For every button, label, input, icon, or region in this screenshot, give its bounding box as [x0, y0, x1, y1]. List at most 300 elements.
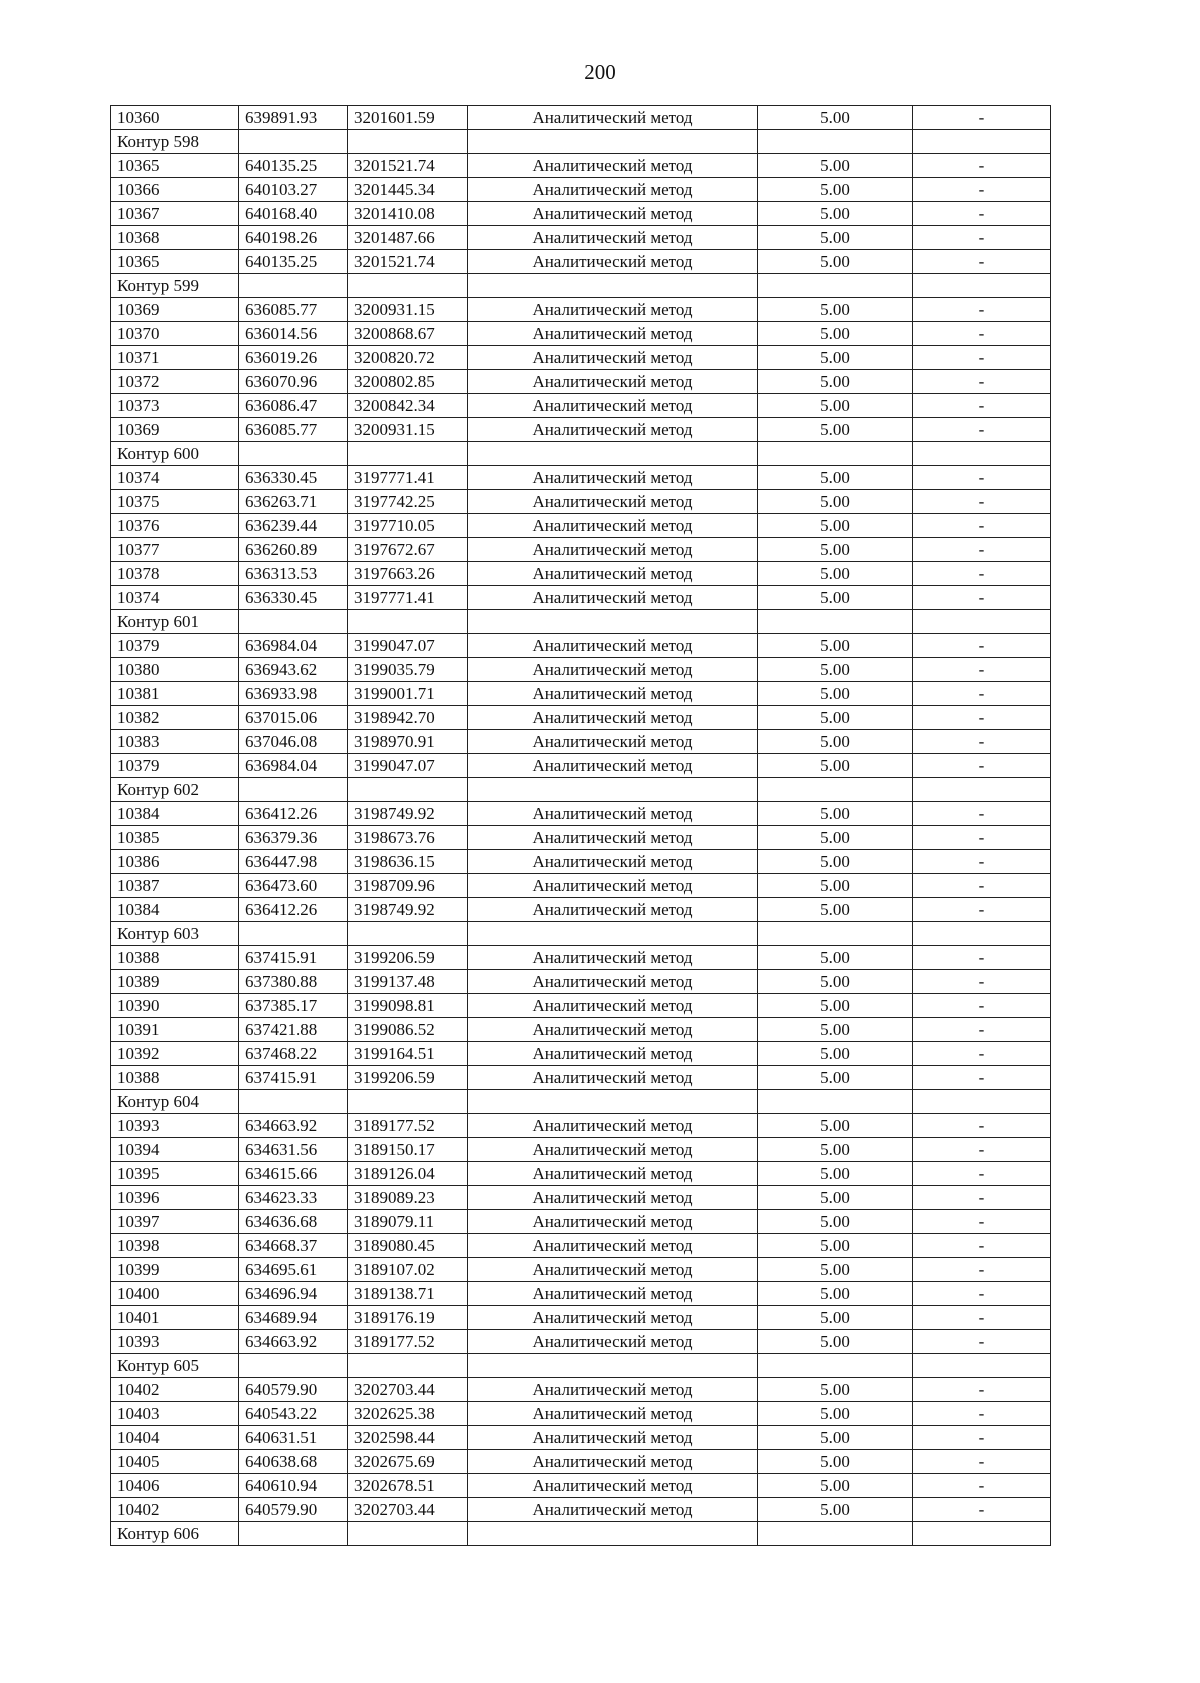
accuracy-cell: 5.00 — [758, 250, 913, 274]
empty-cell — [758, 778, 913, 802]
empty-cell — [348, 1090, 468, 1114]
table-row — [111, 1498, 1051, 1522]
accuracy-cell: 5.00 — [758, 1450, 913, 1474]
accuracy-cell: 5.00 — [758, 538, 913, 562]
method-cell: Аналитический метод — [468, 1066, 758, 1090]
accuracy-cell: 5.00 — [758, 418, 913, 442]
empty-cell — [239, 778, 348, 802]
y-coordinate-cell: 3202703.44 — [348, 1378, 468, 1402]
empty-cell — [758, 1522, 913, 1546]
note-cell: - — [913, 1402, 1051, 1426]
note-cell: - — [913, 1426, 1051, 1450]
y-coordinate-cell: 3198749.92 — [348, 898, 468, 922]
method-cell: Аналитический метод — [468, 1402, 758, 1426]
y-coordinate-cell: 3200931.15 — [348, 418, 468, 442]
table-row — [111, 226, 1051, 250]
empty-cell — [348, 442, 468, 466]
empty-cell — [239, 922, 348, 946]
y-coordinate-cell: 3189138.71 — [348, 1282, 468, 1306]
accuracy-cell: 5.00 — [758, 1186, 913, 1210]
x-coordinate-cell: 634689.94 — [239, 1306, 348, 1330]
accuracy-cell: 5.00 — [758, 1402, 913, 1426]
point-number-cell: 10367 — [111, 202, 239, 226]
point-number-cell: 10365 — [111, 250, 239, 274]
table-row — [111, 298, 1051, 322]
table-row — [111, 1378, 1051, 1402]
method-cell: Аналитический метод — [468, 1306, 758, 1330]
note-cell: - — [913, 490, 1051, 514]
accuracy-cell: 5.00 — [758, 682, 913, 706]
x-coordinate-cell: 637468.22 — [239, 1042, 348, 1066]
point-number-cell: 10370 — [111, 322, 239, 346]
note-cell: - — [913, 1498, 1051, 1522]
y-coordinate-cell: 3199047.07 — [348, 754, 468, 778]
table-row — [111, 706, 1051, 730]
table-row — [111, 754, 1051, 778]
empty-cell — [913, 130, 1051, 154]
y-coordinate-cell: 3189080.45 — [348, 1234, 468, 1258]
method-cell: Аналитический метод — [468, 946, 758, 970]
empty-cell — [758, 1354, 913, 1378]
method-cell: Аналитический метод — [468, 1042, 758, 1066]
method-cell: Аналитический метод — [468, 1186, 758, 1210]
table-row — [111, 178, 1051, 202]
method-cell: Аналитический метод — [468, 538, 758, 562]
x-coordinate-cell: 636984.04 — [239, 754, 348, 778]
x-coordinate-cell: 634696.94 — [239, 1282, 348, 1306]
note-cell: - — [913, 1450, 1051, 1474]
y-coordinate-cell: 3199001.71 — [348, 682, 468, 706]
accuracy-cell: 5.00 — [758, 322, 913, 346]
note-cell: - — [913, 538, 1051, 562]
x-coordinate-cell: 634631.56 — [239, 1138, 348, 1162]
accuracy-cell: 5.00 — [758, 154, 913, 178]
method-cell: Аналитический метод — [468, 154, 758, 178]
table-row — [111, 1234, 1051, 1258]
accuracy-cell: 5.00 — [758, 586, 913, 610]
point-number-cell: 10400 — [111, 1282, 239, 1306]
table-row — [111, 1258, 1051, 1282]
accuracy-cell: 5.00 — [758, 826, 913, 850]
contour-label: Контур 605 — [111, 1354, 239, 1378]
x-coordinate-cell: 640103.27 — [239, 178, 348, 202]
method-cell: Аналитический метод — [468, 1210, 758, 1234]
x-coordinate-cell: 636412.26 — [239, 898, 348, 922]
point-number-cell: 10369 — [111, 418, 239, 442]
point-number-cell: 10397 — [111, 1210, 239, 1234]
table-row — [111, 1114, 1051, 1138]
y-coordinate-cell: 3200868.67 — [348, 322, 468, 346]
method-cell: Аналитический метод — [468, 1138, 758, 1162]
accuracy-cell: 5.00 — [758, 370, 913, 394]
empty-cell — [758, 130, 913, 154]
table-row — [111, 1282, 1051, 1306]
empty-cell — [468, 274, 758, 298]
contour-label: Контур 603 — [111, 922, 239, 946]
table-row — [111, 994, 1051, 1018]
empty-cell — [913, 778, 1051, 802]
x-coordinate-cell: 636086.47 — [239, 394, 348, 418]
y-coordinate-cell: 3189177.52 — [348, 1114, 468, 1138]
empty-cell — [913, 922, 1051, 946]
empty-cell — [348, 1354, 468, 1378]
empty-cell — [913, 1090, 1051, 1114]
empty-cell — [239, 274, 348, 298]
contour-header-row — [111, 610, 1051, 634]
empty-cell — [758, 442, 913, 466]
y-coordinate-cell: 3189150.17 — [348, 1138, 468, 1162]
y-coordinate-cell: 3201521.74 — [348, 250, 468, 274]
note-cell: - — [913, 658, 1051, 682]
y-coordinate-cell: 3202703.44 — [348, 1498, 468, 1522]
table-row — [111, 538, 1051, 562]
x-coordinate-cell: 636260.89 — [239, 538, 348, 562]
empty-cell — [913, 1354, 1051, 1378]
note-cell: - — [913, 706, 1051, 730]
accuracy-cell: 5.00 — [758, 178, 913, 202]
y-coordinate-cell: 3200842.34 — [348, 394, 468, 418]
y-coordinate-cell: 3199164.51 — [348, 1042, 468, 1066]
note-cell: - — [913, 346, 1051, 370]
table-row — [111, 394, 1051, 418]
table-row — [111, 250, 1051, 274]
coordinates-table-body — [111, 106, 1051, 1546]
point-number-cell: 10398 — [111, 1234, 239, 1258]
note-cell: - — [913, 754, 1051, 778]
table-row — [111, 106, 1051, 130]
point-number-cell: 10373 — [111, 394, 239, 418]
point-number-cell: 10390 — [111, 994, 239, 1018]
method-cell: Аналитический метод — [468, 1234, 758, 1258]
y-coordinate-cell: 3198942.70 — [348, 706, 468, 730]
x-coordinate-cell: 636379.36 — [239, 826, 348, 850]
x-coordinate-cell: 636239.44 — [239, 514, 348, 538]
accuracy-cell: 5.00 — [758, 1306, 913, 1330]
contour-header-row — [111, 130, 1051, 154]
x-coordinate-cell: 640543.22 — [239, 1402, 348, 1426]
accuracy-cell: 5.00 — [758, 1258, 913, 1282]
accuracy-cell: 5.00 — [758, 298, 913, 322]
contour-header-row — [111, 778, 1051, 802]
page-number: 200 — [584, 60, 616, 84]
point-number-cell: 10382 — [111, 706, 239, 730]
x-coordinate-cell: 636943.62 — [239, 658, 348, 682]
y-coordinate-cell: 3202598.44 — [348, 1426, 468, 1450]
contour-header-row — [111, 442, 1051, 466]
point-number-cell: 10388 — [111, 1066, 239, 1090]
y-coordinate-cell: 3200820.72 — [348, 346, 468, 370]
note-cell: - — [913, 826, 1051, 850]
x-coordinate-cell: 636085.77 — [239, 298, 348, 322]
table-row — [111, 346, 1051, 370]
empty-cell — [239, 610, 348, 634]
method-cell: Аналитический метод — [468, 1114, 758, 1138]
point-number-cell: 10372 — [111, 370, 239, 394]
accuracy-cell: 5.00 — [758, 898, 913, 922]
method-cell: Аналитический метод — [468, 634, 758, 658]
note-cell: - — [913, 562, 1051, 586]
note-cell: - — [913, 874, 1051, 898]
y-coordinate-cell: 3189079.11 — [348, 1210, 468, 1234]
accuracy-cell: 5.00 — [758, 994, 913, 1018]
accuracy-cell: 5.00 — [758, 1042, 913, 1066]
table-row — [111, 874, 1051, 898]
x-coordinate-cell: 634623.33 — [239, 1186, 348, 1210]
empty-cell — [239, 1522, 348, 1546]
table-row — [111, 1426, 1051, 1450]
contour-header-row — [111, 1522, 1051, 1546]
point-number-cell: 10366 — [111, 178, 239, 202]
y-coordinate-cell: 3200931.15 — [348, 298, 468, 322]
x-coordinate-cell: 637415.91 — [239, 946, 348, 970]
note-cell: - — [913, 898, 1051, 922]
point-number-cell: 10379 — [111, 754, 239, 778]
method-cell: Аналитический метод — [468, 850, 758, 874]
x-coordinate-cell: 640638.68 — [239, 1450, 348, 1474]
table-row — [111, 898, 1051, 922]
x-coordinate-cell: 637415.91 — [239, 1066, 348, 1090]
table-row — [111, 154, 1051, 178]
table-row — [111, 1330, 1051, 1354]
note-cell: - — [913, 1282, 1051, 1306]
y-coordinate-cell: 3189107.02 — [348, 1258, 468, 1282]
accuracy-cell: 5.00 — [758, 850, 913, 874]
note-cell: - — [913, 250, 1051, 274]
note-cell: - — [913, 1234, 1051, 1258]
accuracy-cell: 5.00 — [758, 634, 913, 658]
note-cell: - — [913, 1138, 1051, 1162]
note-cell: - — [913, 1042, 1051, 1066]
method-cell: Аналитический метод — [468, 1378, 758, 1402]
y-coordinate-cell: 3197742.25 — [348, 490, 468, 514]
point-number-cell: 10406 — [111, 1474, 239, 1498]
method-cell: Аналитический метод — [468, 250, 758, 274]
x-coordinate-cell: 636019.26 — [239, 346, 348, 370]
table-row — [111, 970, 1051, 994]
empty-cell — [468, 1354, 758, 1378]
point-number-cell: 10374 — [111, 466, 239, 490]
method-cell: Аналитический метод — [468, 178, 758, 202]
y-coordinate-cell: 3201521.74 — [348, 154, 468, 178]
empty-cell — [239, 1090, 348, 1114]
table-row — [111, 490, 1051, 514]
point-number-cell: 10403 — [111, 1402, 239, 1426]
point-number-cell: 10388 — [111, 946, 239, 970]
empty-cell — [913, 610, 1051, 634]
note-cell: - — [913, 322, 1051, 346]
table-row — [111, 826, 1051, 850]
accuracy-cell: 5.00 — [758, 1474, 913, 1498]
table-row — [111, 658, 1051, 682]
method-cell: Аналитический метод — [468, 874, 758, 898]
y-coordinate-cell: 3199098.81 — [348, 994, 468, 1018]
y-coordinate-cell: 3197663.26 — [348, 562, 468, 586]
note-cell: - — [913, 298, 1051, 322]
note-cell: - — [913, 466, 1051, 490]
point-number-cell: 10395 — [111, 1162, 239, 1186]
y-coordinate-cell: 3197710.05 — [348, 514, 468, 538]
empty-cell — [468, 610, 758, 634]
empty-cell — [239, 130, 348, 154]
x-coordinate-cell: 636412.26 — [239, 802, 348, 826]
empty-cell — [468, 922, 758, 946]
contour-header-row — [111, 274, 1051, 298]
x-coordinate-cell: 637385.17 — [239, 994, 348, 1018]
contour-header-row — [111, 1354, 1051, 1378]
table-row — [111, 946, 1051, 970]
method-cell: Аналитический метод — [468, 802, 758, 826]
table-row — [111, 586, 1051, 610]
table-row — [111, 1474, 1051, 1498]
accuracy-cell: 5.00 — [758, 466, 913, 490]
table-row — [111, 1042, 1051, 1066]
accuracy-cell: 5.00 — [758, 202, 913, 226]
point-number-cell: 10399 — [111, 1258, 239, 1282]
x-coordinate-cell: 639891.93 — [239, 106, 348, 130]
empty-cell — [348, 610, 468, 634]
y-coordinate-cell: 3189126.04 — [348, 1162, 468, 1186]
method-cell: Аналитический метод — [468, 994, 758, 1018]
accuracy-cell: 5.00 — [758, 1234, 913, 1258]
method-cell: Аналитический метод — [468, 106, 758, 130]
point-number-cell: 10402 — [111, 1378, 239, 1402]
accuracy-cell: 5.00 — [758, 1114, 913, 1138]
note-cell: - — [913, 634, 1051, 658]
x-coordinate-cell: 636313.53 — [239, 562, 348, 586]
note-cell: - — [913, 394, 1051, 418]
note-cell: - — [913, 1186, 1051, 1210]
y-coordinate-cell: 3202625.38 — [348, 1402, 468, 1426]
point-number-cell: 10374 — [111, 586, 239, 610]
coordinates-table — [110, 105, 1051, 1546]
accuracy-cell: 5.00 — [758, 658, 913, 682]
x-coordinate-cell: 634663.92 — [239, 1330, 348, 1354]
empty-cell — [468, 1090, 758, 1114]
accuracy-cell: 5.00 — [758, 1330, 913, 1354]
accuracy-cell: 5.00 — [758, 514, 913, 538]
note-cell: - — [913, 994, 1051, 1018]
note-cell: - — [913, 1114, 1051, 1138]
x-coordinate-cell: 637421.88 — [239, 1018, 348, 1042]
table-row — [111, 1018, 1051, 1042]
table-row — [111, 850, 1051, 874]
table-row — [111, 1210, 1051, 1234]
note-cell: - — [913, 514, 1051, 538]
accuracy-cell: 5.00 — [758, 1426, 913, 1450]
method-cell: Аналитический метод — [468, 226, 758, 250]
method-cell: Аналитический метод — [468, 1498, 758, 1522]
contour-label: Контур 604 — [111, 1090, 239, 1114]
note-cell: - — [913, 1378, 1051, 1402]
x-coordinate-cell: 636014.56 — [239, 322, 348, 346]
y-coordinate-cell: 3198749.92 — [348, 802, 468, 826]
method-cell: Аналитический метод — [468, 1162, 758, 1186]
table-row — [111, 1162, 1051, 1186]
x-coordinate-cell: 634695.61 — [239, 1258, 348, 1282]
x-coordinate-cell: 636330.45 — [239, 586, 348, 610]
empty-cell — [348, 778, 468, 802]
accuracy-cell: 5.00 — [758, 394, 913, 418]
x-coordinate-cell: 640135.25 — [239, 154, 348, 178]
table-row — [111, 370, 1051, 394]
empty-cell — [239, 1354, 348, 1378]
accuracy-cell: 5.00 — [758, 1282, 913, 1306]
y-coordinate-cell: 3202675.69 — [348, 1450, 468, 1474]
note-cell: - — [913, 850, 1051, 874]
x-coordinate-cell: 636330.45 — [239, 466, 348, 490]
point-number-cell: 10384 — [111, 802, 239, 826]
note-cell: - — [913, 178, 1051, 202]
accuracy-cell: 5.00 — [758, 1378, 913, 1402]
table-row — [111, 562, 1051, 586]
method-cell: Аналитический метод — [468, 370, 758, 394]
point-number-cell: 10384 — [111, 898, 239, 922]
note-cell: - — [913, 154, 1051, 178]
accuracy-cell: 5.00 — [758, 562, 913, 586]
empty-cell — [468, 442, 758, 466]
empty-cell — [913, 1522, 1051, 1546]
accuracy-cell: 5.00 — [758, 706, 913, 730]
point-number-cell: 10393 — [111, 1330, 239, 1354]
method-cell: Аналитический метод — [468, 730, 758, 754]
point-number-cell: 10377 — [111, 538, 239, 562]
empty-cell — [468, 1522, 758, 1546]
point-number-cell: 10376 — [111, 514, 239, 538]
note-cell: - — [913, 802, 1051, 826]
point-number-cell: 10404 — [111, 1426, 239, 1450]
table-row — [111, 730, 1051, 754]
x-coordinate-cell: 637380.88 — [239, 970, 348, 994]
table-row — [111, 1186, 1051, 1210]
method-cell: Аналитический метод — [468, 562, 758, 586]
accuracy-cell: 5.00 — [758, 490, 913, 514]
accuracy-cell: 5.00 — [758, 106, 913, 130]
accuracy-cell: 5.00 — [758, 730, 913, 754]
x-coordinate-cell: 636473.60 — [239, 874, 348, 898]
note-cell: - — [913, 946, 1051, 970]
note-cell: - — [913, 202, 1051, 226]
note-cell: - — [913, 418, 1051, 442]
y-coordinate-cell: 3201445.34 — [348, 178, 468, 202]
note-cell: - — [913, 1066, 1051, 1090]
x-coordinate-cell: 636263.71 — [239, 490, 348, 514]
table-row — [111, 1066, 1051, 1090]
point-number-cell: 10401 — [111, 1306, 239, 1330]
accuracy-cell: 5.00 — [758, 1210, 913, 1234]
x-coordinate-cell: 634615.66 — [239, 1162, 348, 1186]
table-row — [111, 514, 1051, 538]
contour-label: Контур 601 — [111, 610, 239, 634]
y-coordinate-cell: 3198709.96 — [348, 874, 468, 898]
y-coordinate-cell: 3199086.52 — [348, 1018, 468, 1042]
point-number-cell: 10393 — [111, 1114, 239, 1138]
point-number-cell: 10405 — [111, 1450, 239, 1474]
y-coordinate-cell: 3199206.59 — [348, 1066, 468, 1090]
y-coordinate-cell: 3202678.51 — [348, 1474, 468, 1498]
point-number-cell: 10383 — [111, 730, 239, 754]
point-number-cell: 10365 — [111, 154, 239, 178]
point-number-cell: 10360 — [111, 106, 239, 130]
empty-cell — [758, 1090, 913, 1114]
y-coordinate-cell: 3199047.07 — [348, 634, 468, 658]
point-number-cell: 10396 — [111, 1186, 239, 1210]
y-coordinate-cell: 3189089.23 — [348, 1186, 468, 1210]
empty-cell — [468, 130, 758, 154]
note-cell: - — [913, 970, 1051, 994]
y-coordinate-cell: 3199206.59 — [348, 946, 468, 970]
method-cell: Аналитический метод — [468, 1258, 758, 1282]
contour-label: Контур 600 — [111, 442, 239, 466]
